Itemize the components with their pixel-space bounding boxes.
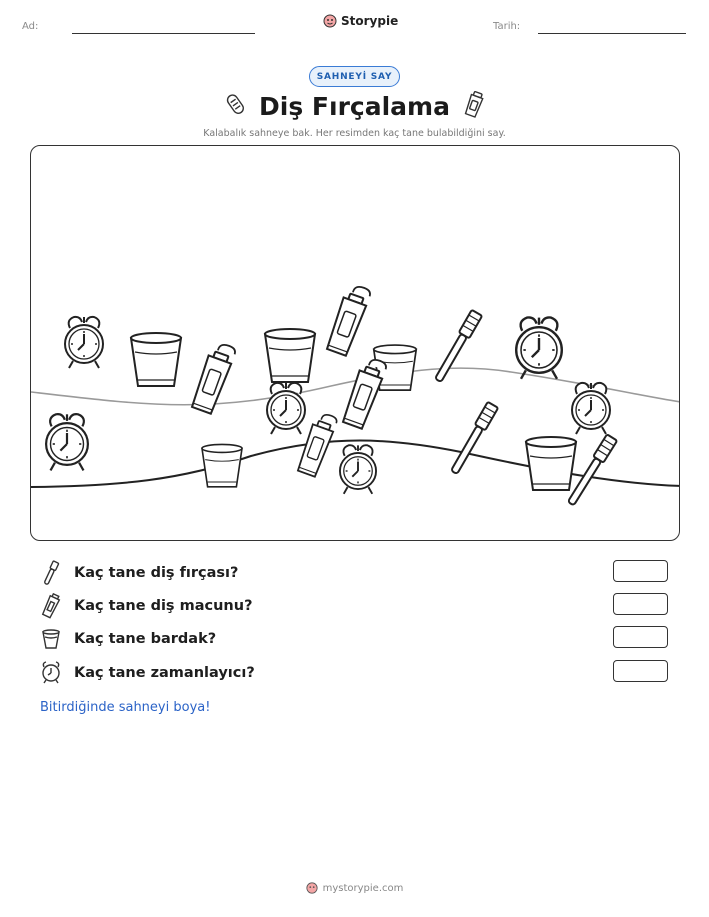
toothbrush-icon: [449, 402, 498, 476]
question-text: Kaç tane diş macunu?: [74, 598, 253, 614]
toothpaste-icon: [341, 355, 387, 429]
toothpaste-icon: [325, 282, 371, 356]
cup-icon: [526, 437, 576, 490]
answer-box-cup[interactable]: [613, 626, 668, 648]
name-label: Ad:: [22, 21, 39, 32]
question-text: Kaç tane zamanlayıcı?: [74, 665, 255, 681]
cup-icon: [40, 626, 62, 652]
question-text: Kaç tane diş fırçası?: [74, 565, 239, 581]
activity-badge: SAHNEYİ SAY: [309, 66, 400, 87]
cup-icon: [265, 329, 315, 382]
storypie-logo-icon: [306, 882, 318, 894]
date-line[interactable]: [538, 33, 686, 34]
date-label: Tarih:: [493, 21, 521, 32]
alarm-clock-icon: [572, 383, 610, 434]
alarm-clock-icon: [340, 445, 376, 494]
scene-drawing: [31, 146, 680, 541]
question-toothbrush: [40, 560, 238, 586]
alarm-clock-icon: [46, 414, 88, 470]
storypie-logo-icon: [323, 14, 337, 28]
counting-scene: [30, 145, 680, 541]
question-clock: [40, 660, 255, 686]
name-line[interactable]: [72, 33, 255, 34]
toothbrush-icon: [433, 310, 482, 384]
answer-box-clock[interactable]: [613, 660, 668, 682]
brand-logo: [323, 14, 398, 28]
alarm-clock-icon: [65, 317, 103, 368]
instructions: Kalabalık sahneye bak. Her resimden kaç tane bulabildiğini say.: [203, 128, 506, 139]
answer-box-toothpaste[interactable]: [613, 593, 668, 615]
toothpaste-icon: [40, 593, 62, 619]
alarm-clock-icon: [516, 317, 562, 378]
finish-instruction: Bitirdiğinde sahneyi boya!: [40, 700, 211, 715]
question-toothpaste: [40, 593, 252, 619]
cup-icon: [131, 333, 181, 386]
answer-box-toothbrush[interactable]: [613, 560, 668, 582]
page-title: Diş Fırçalama: [259, 92, 450, 121]
brand-name: Storypie: [341, 14, 399, 28]
question-cup: [40, 626, 216, 652]
alarm-clock-icon: [40, 660, 62, 686]
alarm-clock-icon: [267, 383, 305, 434]
toothpaste-title-icon: [462, 91, 486, 119]
toothbrush-icon: [40, 560, 62, 586]
cup-icon: [202, 444, 242, 486]
footer: [0, 882, 709, 894]
footer-url[interactable]: mystorypie.com: [322, 882, 404, 894]
question-text: Kaç tane bardak?: [74, 631, 217, 647]
